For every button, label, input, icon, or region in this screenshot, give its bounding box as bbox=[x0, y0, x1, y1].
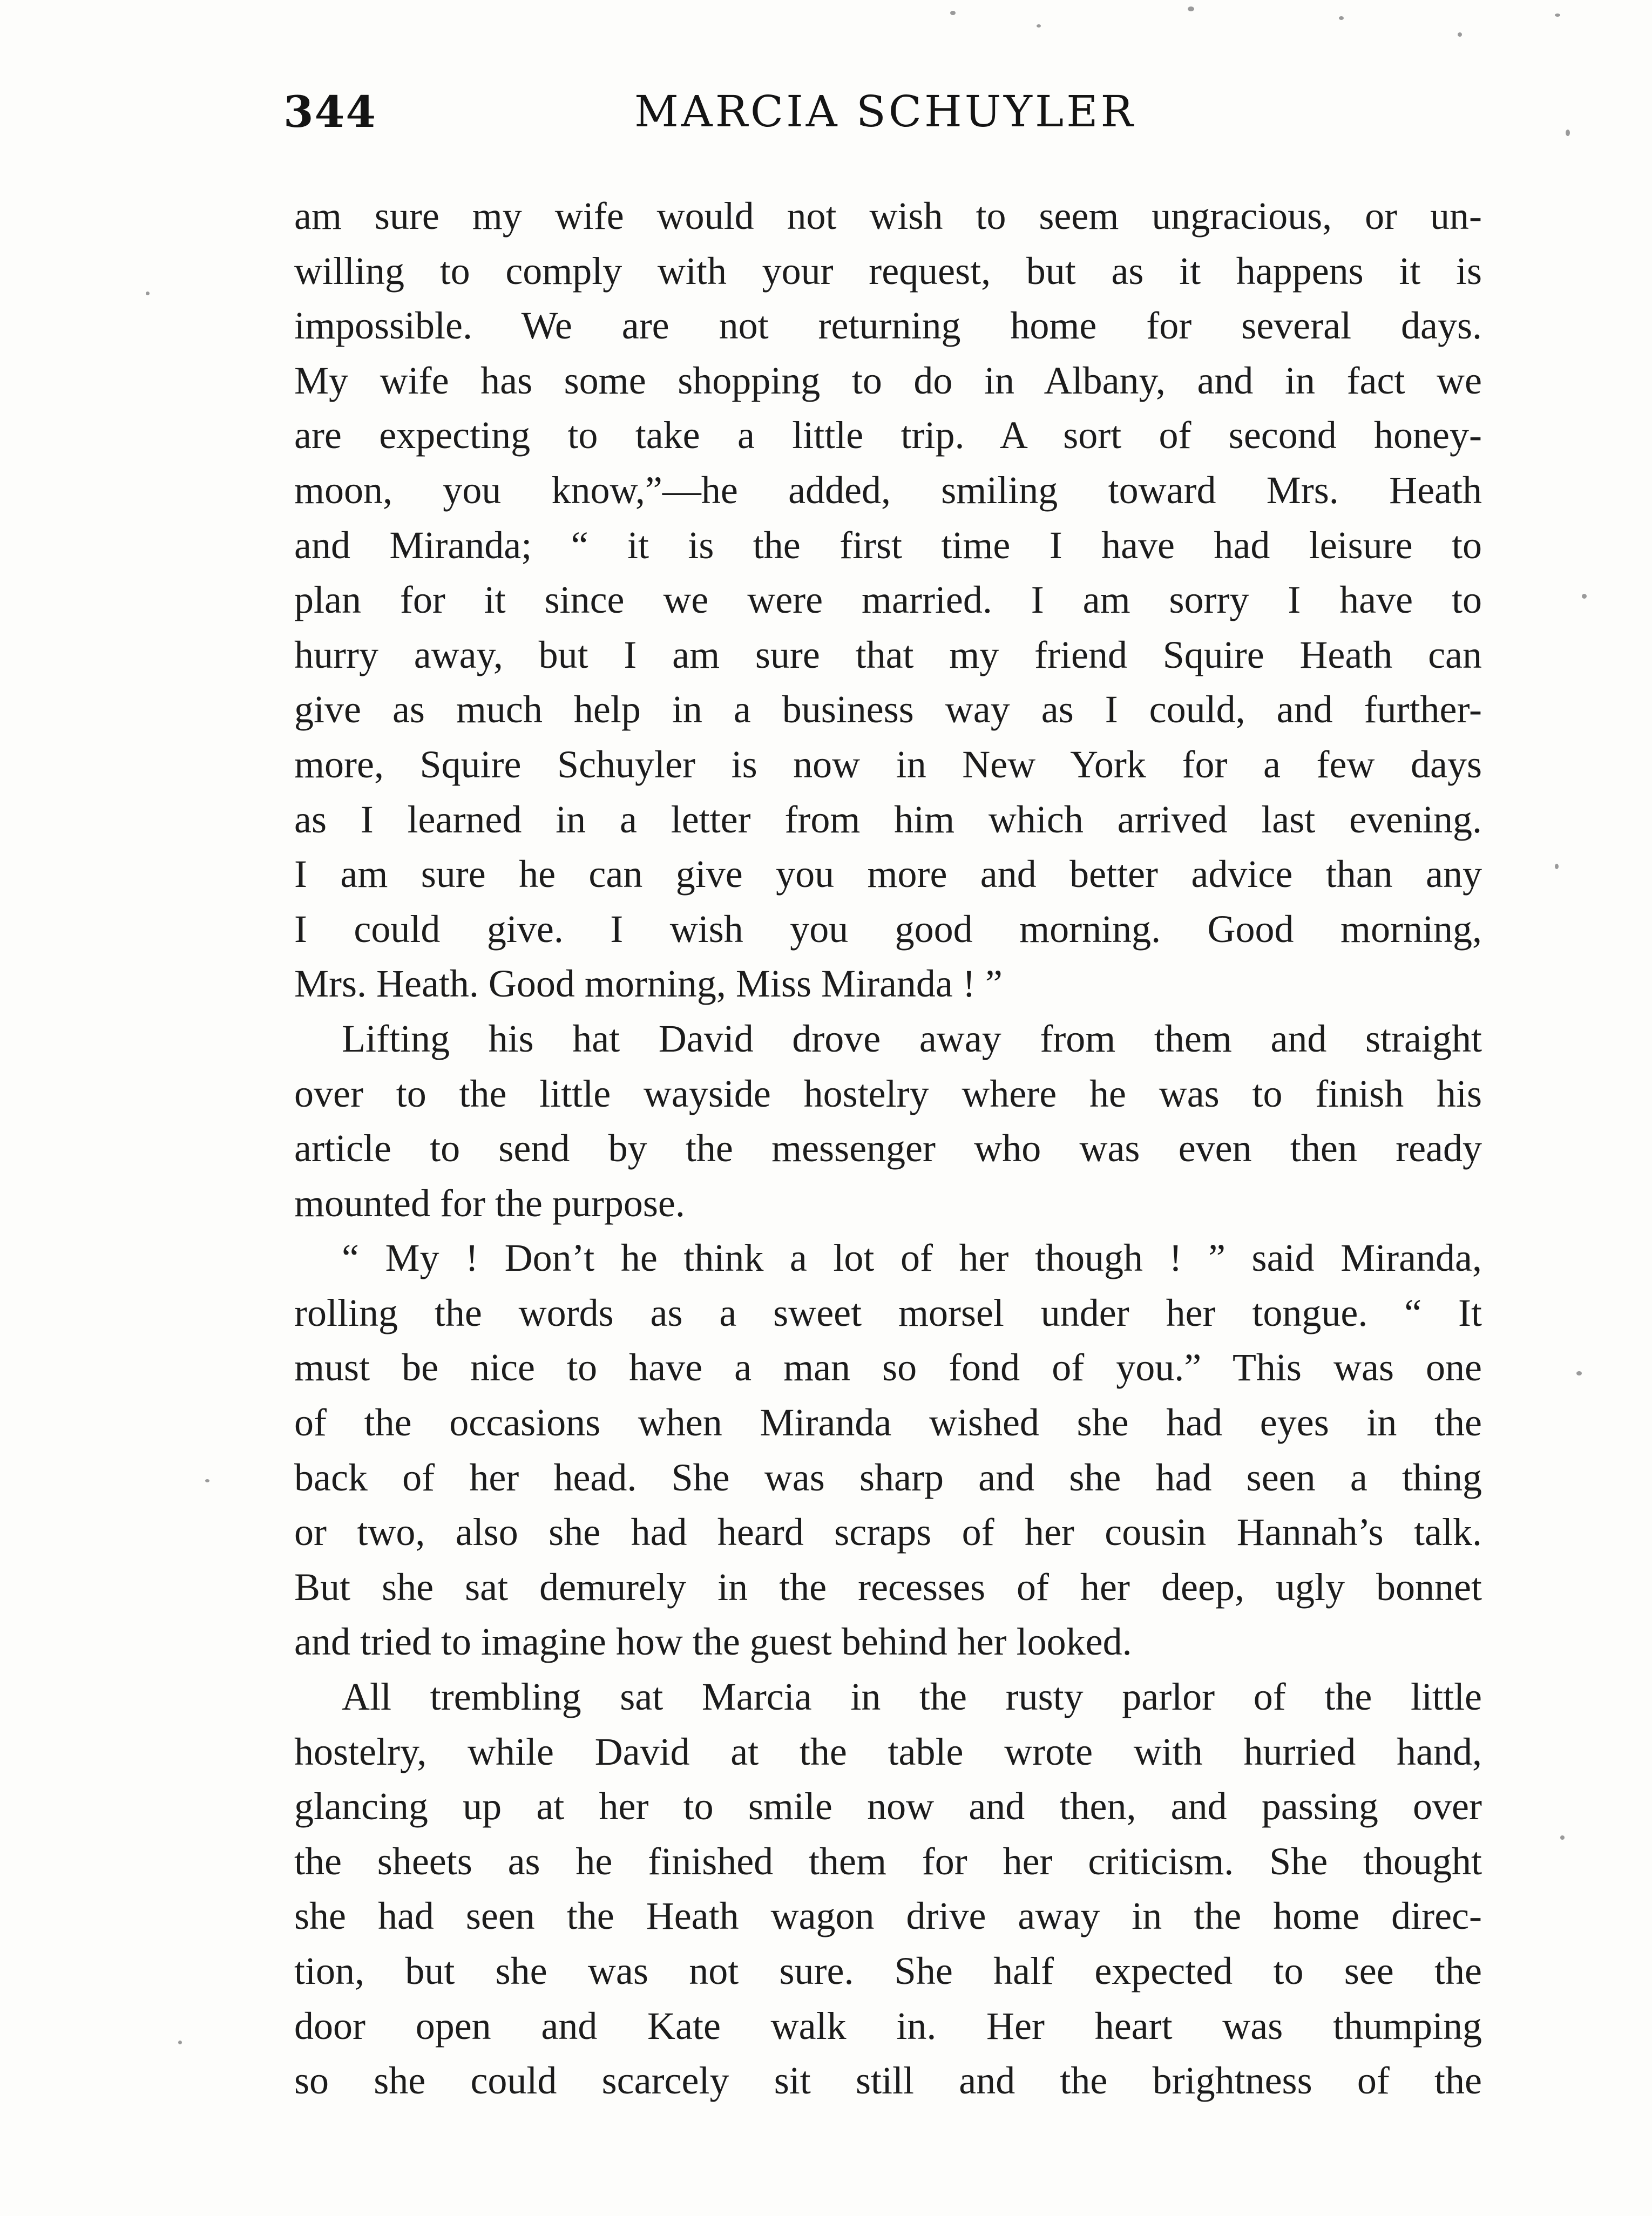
text-line: so she could scarcely sit still and the brightness of the bbox=[294, 2059, 1482, 2103]
text-line: I am sure he can give you more and better advice than any bbox=[294, 852, 1482, 896]
running-title: MARCIA SCHUYLER bbox=[634, 86, 1136, 137]
page-number: 344 bbox=[283, 86, 377, 137]
text-line: article to send by the messenger who was even then ready bbox=[294, 1127, 1482, 1170]
text-line: she had seen the Heath wagon drive away in the home direc- bbox=[294, 1894, 1482, 1938]
text-line: My wife has some shopping to do in Albany, and in fact we bbox=[294, 358, 1482, 402]
text-line: and Miranda; “ it is the first time I have had leisure to bbox=[294, 523, 1482, 567]
scan-noise-top bbox=[810, 0, 1652, 81]
text-line: All trembling sat Marcia in the rusty parlor of the little bbox=[342, 1675, 1482, 1719]
text-line: door open and Kate walk in. Her heart was thumping bbox=[294, 2004, 1482, 2048]
text-line: Lifting his hat David drove away from them and straight bbox=[342, 1016, 1482, 1060]
text-line: of the occasions when Miranda wished she had eyes in the bbox=[294, 1401, 1482, 1445]
scan-noise-right bbox=[1544, 108, 1641, 2105]
text-line: hurry away, but I am sure that my friend Squire Heath can bbox=[294, 633, 1482, 676]
text-line: I could give. I wish you good morning. Good morning, bbox=[294, 907, 1482, 951]
text-line: more, Squire Schuyler is now in New York for a few days bbox=[294, 742, 1482, 786]
text-line: plan for it since we were married. I am sorry I have to bbox=[294, 578, 1482, 622]
text-line: tion, but she was not sure. She half expected to see the bbox=[294, 1949, 1482, 1993]
text-line: Mrs. Heath. Good morning, Miss Miranda ! ” bbox=[294, 962, 1003, 1006]
scan-noise-left bbox=[97, 270, 259, 2105]
text-line: willing to comply with your request, but as it happens it is bbox=[294, 249, 1482, 293]
body-text bbox=[294, 189, 1482, 2109]
text-line: give as much help in a business way as I could, and further- bbox=[294, 688, 1482, 731]
text-line: glancing up at her to smile now and then, and passing over bbox=[294, 1785, 1482, 1828]
text-line: hostelry, while David at the table wrote with hurried hand, bbox=[294, 1730, 1482, 1773]
text-line: the sheets as he finished them for her criticism. She thought bbox=[294, 1839, 1482, 1883]
text-line: as I learned in a letter from him which arrived last evening. bbox=[294, 797, 1482, 841]
text-line: must be nice to have a man so fond of you.” This was one bbox=[294, 1346, 1482, 1390]
page-header bbox=[278, 86, 1520, 151]
text-line: impossible. We are not returning home for several days. bbox=[294, 304, 1482, 348]
text-line: moon, you know,”—he added, smiling toward Mrs. Heath bbox=[294, 468, 1482, 512]
text-line: and tried to imagine how the guest behind her looked. bbox=[294, 1620, 1132, 1664]
text-line: “ My ! Don’t he think a lot of her though ! ” said Miranda, bbox=[342, 1236, 1482, 1280]
text-line: am sure my wife would not wish to seem ungracious, or un- bbox=[294, 194, 1482, 238]
text-line: are expecting to take a little trip. A sort of second honey- bbox=[294, 414, 1482, 457]
text-line: mounted for the purpose. bbox=[294, 1181, 685, 1225]
text-line: back of her head. She was sharp and she had seen a thing bbox=[294, 1455, 1482, 1499]
text-line: over to the little wayside hostelry where he was to finish his bbox=[294, 1072, 1482, 1115]
text-line: rolling the words as a sweet morsel under her tongue. “ It bbox=[294, 1291, 1482, 1334]
text-line: But she sat demurely in the recesses of her deep, ugly bonnet bbox=[294, 1565, 1482, 1609]
text-line: or two, also she had heard scraps of her cousin Hannah’s talk. bbox=[294, 1510, 1482, 1554]
